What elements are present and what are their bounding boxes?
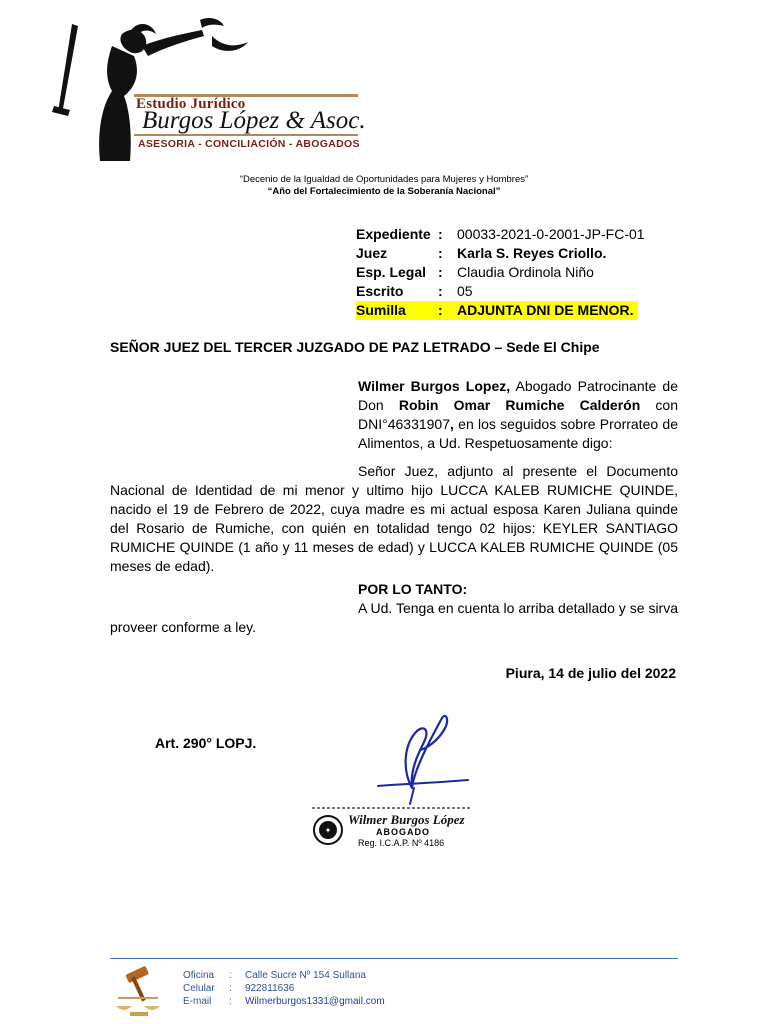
meta-value: Claudia Ordinola Niño [457, 264, 594, 280]
meta-value: ADJUNTA DNI DE MENOR. [457, 302, 634, 318]
firm-name: Burgos López & Asoc. [142, 107, 366, 134]
meta-expediente [356, 225, 645, 244]
meta-value: 00033-2021-0-2001-JP-FC-01 [457, 226, 645, 242]
article-reference: Art. 290° LOPJ. [155, 735, 257, 751]
firm-services: ASESORIA - CONCILIACIÓN - ABOGADOS [138, 138, 360, 150]
footer-colon: : [229, 983, 232, 994]
decree-line2: “Año del Fortalecimiento de la Soberanía Nacional” [267, 186, 501, 197]
por-lo-tanto-heading: POR LO TANTO: [358, 581, 468, 597]
meta-label: Escrito [356, 283, 404, 299]
intro-text3: en los seguidos sobre Prorrateo de Alimentos, a Ud. Respetuosamente digo: [358, 416, 678, 451]
footer-value: Calle Sucre Nº 154 Sullana [245, 970, 366, 981]
footer-celular [183, 982, 385, 995]
email-link[interactable]: Wilmerburgos1331@gmail.com [245, 996, 385, 1007]
footer-divider [110, 958, 678, 959]
document-date: Piura, 14 de julio del 2022 [505, 665, 676, 681]
footer-colon: : [229, 996, 232, 1007]
footer-colon: : [229, 970, 232, 981]
case-metadata [356, 225, 645, 320]
stamp-title: ABOGADO [376, 827, 430, 837]
scales-gavel-icon [112, 966, 170, 1018]
meta-value: Karla S. Reyes Criollo. [457, 245, 607, 261]
handwritten-signature [372, 700, 472, 810]
meta-label: Sumilla [356, 302, 406, 318]
client-name: Robin Omar Rumiche Calderón [398, 397, 641, 413]
meta-colon: : [438, 264, 443, 280]
addressee-heading: SEÑOR JUEZ DEL TERCER JUZGADO DE PAZ LETRADO – Sede El Chipe [110, 339, 600, 355]
lawyer-stamp [300, 800, 480, 870]
footer-contact [183, 969, 385, 1008]
meta-label: Juez [356, 245, 388, 261]
footer-label: Oficina [183, 970, 215, 981]
meta-value: 05 [457, 283, 473, 299]
decree-header [0, 174, 768, 198]
lawyer-name: Wilmer Burgos Lopez, [358, 378, 511, 394]
intro-text2: con DNI°46331907 [358, 397, 678, 432]
footer-label: Celular [183, 983, 215, 994]
firm-logo [52, 16, 372, 166]
footer-email [183, 995, 385, 1008]
body-text: Señor Juez, adjunto al presente el Documento Nacional de Identidad de mi menor y ultimo hijo LUCCA KALEB RUMICHE QUINDE, nacido el 19 de Febrero de 2022, cuya madre es mi actual esposa Karen Juliana quinde del Rosario de Rumiche, con quién en totalidad tengo 02 hijos: KEYLER SANTIAGO RUMICHE QUINDE (1 año y 11 meses de edad) y LUCCA KALEB RUMICHE QUINDE (05 meses de edad). [110, 463, 678, 574]
meta-juez [356, 244, 645, 263]
meta-label: Expediente [356, 226, 431, 242]
meta-colon: : [438, 226, 443, 242]
meta-escrito [356, 282, 645, 301]
intro-paragraph [358, 377, 678, 453]
por-lo-tanto-paragraph [110, 599, 678, 637]
footer-value: 922811636 [245, 983, 295, 994]
meta-esp-legal [356, 263, 645, 282]
stamp-name: Wilmer Burgos López [348, 812, 465, 827]
meta-colon: : [438, 245, 443, 261]
por-lo-tanto-text: A Ud. Tenga en cuenta lo arriba detallado y se sirva proveer conforme a ley. [110, 600, 678, 635]
intro-text1: Abogado Patrocinante de Don [358, 378, 678, 413]
footer-oficina [183, 969, 385, 982]
decree-line1: “Decenio de la Igualdad de Oportunidades para Mujeres y Hombres” [239, 174, 529, 185]
meta-colon: : [438, 283, 443, 299]
intro-comma: , [450, 416, 454, 432]
body-paragraph [110, 462, 678, 576]
svg-text:✦: ✦ [324, 826, 332, 835]
meta-colon: : [438, 302, 443, 318]
meta-sumilla [356, 301, 638, 320]
firm-line1: Estudio Jurídico [136, 96, 246, 112]
meta-label: Esp. Legal [356, 264, 427, 280]
footer-label: E-mail [183, 996, 212, 1007]
stamp-registration: Reg. I.C.A.P. Nº 4186 [358, 838, 445, 848]
